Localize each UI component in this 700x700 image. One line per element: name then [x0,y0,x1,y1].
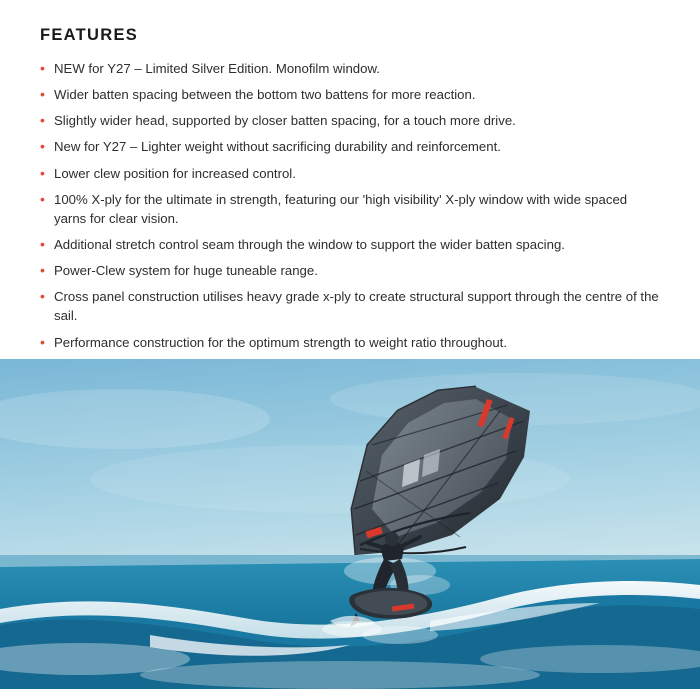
list-item [40,59,660,78]
list-item [40,137,660,156]
list-item [40,287,660,325]
list-item [40,333,660,352]
list-item-text: Wider batten spacing between the bottom two battens for more reaction. [54,87,476,103]
list-item [40,235,660,254]
list-item-text: Slightly wider head, supported by closer batten spacing, for a touch more drive. [54,113,516,129]
list-item [40,164,660,183]
list-item-text: NEW for Y27 – Limited Silver Edition. Monofilm window. [54,61,380,76]
list-item-text: Performance construction for the optimum strength to weight ratio throughout. [54,334,508,350]
hero-illustration [0,359,700,689]
bullet-icon: • [40,235,45,252]
bullet-icon: • [40,138,45,155]
bullet-icon: • [40,60,45,76]
list-item [40,190,660,228]
bullet-icon: • [40,333,45,350]
bullet-icon: • [40,262,45,279]
list-item [40,85,660,104]
bullet-icon: • [40,86,45,103]
bullet-icon: • [40,164,45,181]
list-item-text: Lower clew position for increased control. [54,165,296,181]
bullet-icon: • [40,112,45,129]
list-item-text: New for Y27 – Lighter weight without sacrificing durability and reinforcement. [54,139,501,155]
page-title: FEATURES [40,26,139,44]
list-item-text: 100% X-ply for the ultimate in strength, featuring our 'high visibility' X-ply window with wide spaced yarns for clear vision. [54,191,628,226]
list-item-text: Cross panel construction utilises heavy grade x-ply to create structural support through the centre of the sail. [54,289,659,324]
hero-image [0,359,700,689]
features-list [40,59,660,352]
list-item-text: Power-Clew system for huge tuneable range. [54,263,318,279]
list-item-text: Additional stretch control seam through the window to support the wider batten spacing. [54,236,565,252]
bullet-icon: • [40,190,45,207]
list-item [40,111,660,130]
bullet-icon: • [40,288,45,305]
list-item [40,261,660,280]
